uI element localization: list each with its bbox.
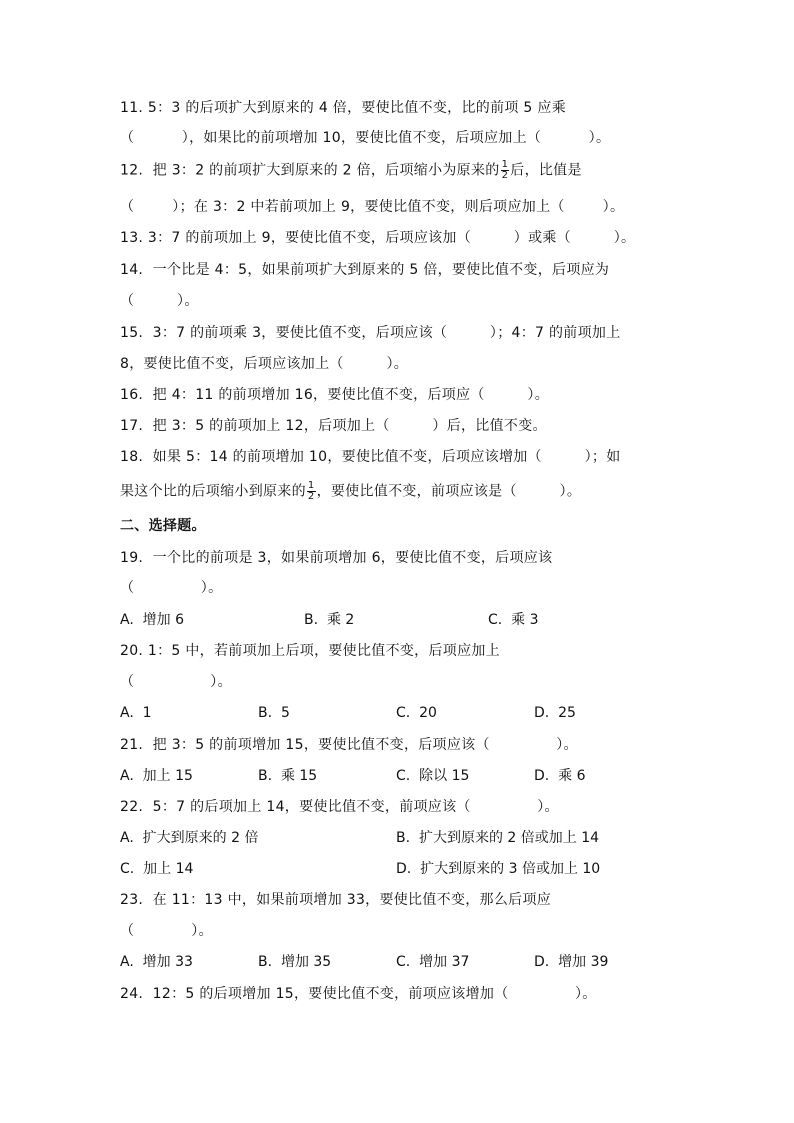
- q21-option-c: C. 除以 15: [396, 768, 470, 784]
- q18-text-b: ，要使比值不变，前项应该是（ ）。: [316, 483, 582, 500]
- q15-line1: 15. 3：7 的前项乘 3，要使比值不变，后项应该（ ）；4：7 的前项加上: [120, 325, 621, 341]
- q12-text-b: 后，比值是: [510, 162, 582, 179]
- fraction-one-half: [501, 160, 510, 181]
- q16-line: 16. 把 4：11 的前项增加 16，要使比值不变，后项应（ ）。: [120, 387, 550, 403]
- fraction-denominator: 2: [501, 170, 509, 181]
- q20-option-b: B. 5: [258, 705, 290, 721]
- q12-text-c: ；在 3：2 中若前项加上 9，要使比值不变，则后项应加上（ ）。: [179, 199, 625, 215]
- q23-option-d: D. 增加 39: [534, 954, 609, 970]
- fraction-numerator: 1: [307, 480, 315, 491]
- q18-text-a: 果这个比的后项缩小到原来的: [120, 483, 306, 500]
- q22-option-d: D. 扩大到原来的 3 倍或加上 10: [396, 861, 601, 877]
- q24-line: 24. 12：5 的后项增加 15，要使比值不变，前项应该增加（ ）。: [120, 986, 597, 1002]
- q23-option-c: C. 增加 37: [396, 954, 470, 970]
- section-heading-choice: 二、选择题。: [120, 518, 206, 534]
- q13-line: 13. 3：7 的前项加上 9，要使比值不变，后项应该加（ ）或乘（ ）。: [120, 230, 636, 246]
- q19-option-c: C. 乘 3: [488, 612, 539, 628]
- fraction-numerator: 1: [501, 159, 509, 170]
- q20-line2: （ ）。: [120, 674, 232, 690]
- q20-line1: 20. 1：5 中，若前项加上后项，要使比值不变，后项应加上: [120, 643, 500, 659]
- q11-line1: 11. 5：3 的后项扩大到原来的 4 倍，要使比值不变，比的前项 5 应乘: [120, 100, 566, 116]
- q21-option-b: B. 乘 15: [258, 768, 318, 784]
- q12-line2: [120, 198, 624, 216]
- q12-text-a: 12. 把 3：2 的前项扩大到原来的 2 倍，后项缩小为原来的: [120, 162, 500, 179]
- q23-line1: 23. 在 11：13 中，如果前项增加 33，要使比值不变，那么后项应: [120, 892, 552, 908]
- q22-line: 22. 5：7 的后项加上 14，要使比值不变，前项应该（ ）。: [120, 799, 559, 815]
- q11-line2: （ ），如果比的前项增加 10，要使比值不变，后项应加上（ ）。: [120, 130, 611, 146]
- q14-line2: （ ）。: [120, 293, 199, 309]
- q21-line: 21. 把 3：5 的前项增加 15，要使比值不变，后项应该（ ）。: [120, 737, 578, 753]
- q22-option-b: B. 扩大到原来的 2 倍或加上 14: [396, 830, 600, 846]
- q12-line1: [120, 160, 582, 181]
- q22-option-a: A. 扩大到原来的 2 倍: [120, 830, 259, 846]
- fraction-one-half: [307, 481, 316, 502]
- q20-option-c: C. 20: [396, 705, 437, 721]
- q18-line1: 18. 如果 5：14 的前项增加 10，要使比值不变，后项应该增加（ ）；如: [120, 449, 621, 465]
- q21-option-d: D. 乘 6: [534, 768, 586, 784]
- fraction-denominator: 2: [307, 491, 315, 502]
- q21-option-a: A. 加上 15: [120, 768, 193, 784]
- q19-line1: 19. 一个比的前项是 3，如果前项增加 6，要使比值不变，后项应该: [120, 550, 553, 566]
- q18-line2: [120, 481, 581, 502]
- q20-option-d: D. 25: [534, 705, 576, 721]
- q22-option-c: C. 加上 14: [120, 861, 194, 877]
- q19-line2: （ ）。: [120, 580, 223, 596]
- q23-line2: （ ）。: [120, 923, 213, 939]
- q23-option-a: A. 增加 33: [120, 954, 193, 970]
- q12-blank: （ ）: [120, 199, 180, 215]
- q15-line2: 8，要使比值不变，后项应该加上（ ）。: [120, 356, 409, 372]
- q23-option-b: B. 增加 35: [258, 954, 332, 970]
- q20-option-a: A. 1: [120, 705, 152, 721]
- q14-line1: 14. 一个比是 4：5，如果前项扩大到原来的 5 倍，要使比值不变，后项应为: [120, 262, 610, 278]
- q19-option-a: A. 增加 6: [120, 612, 185, 628]
- q19-option-b: B. 乘 2: [304, 612, 355, 628]
- q17-line: 17. 把 3：5 的前项加上 12，后项加上（ ）后，比值不变。: [120, 418, 547, 434]
